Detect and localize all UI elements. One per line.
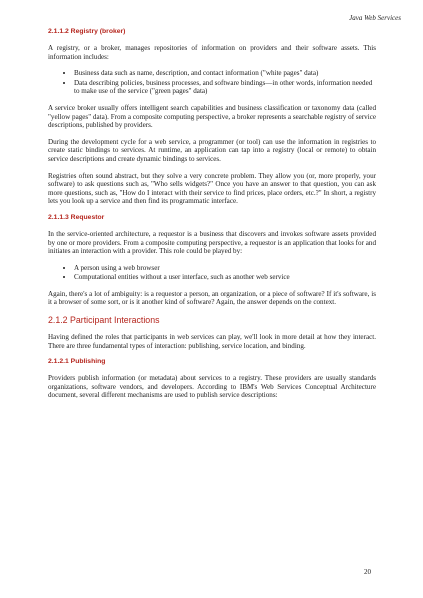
running-head: Java Web Services [349, 14, 401, 22]
list-item: • Computational entities without a user interface, such as another web service [74, 273, 376, 282]
list-item: • Data describing policies, business processes, and software bindings—in other words, information needed to make use of the service ("green pages" data) [74, 79, 376, 96]
list-item: • Business data such as name, description, and contact information ("white pages" data) [74, 69, 376, 78]
paragraph: Having defined the roles that participants in web services can play, we'll look in more detail at how they interact. There are three fundamental types of interaction: publishing, service location, and binding. [48, 333, 376, 350]
paragraph: A service broker usually offers intelligent search capabilities and business classification or taxonomy data (called "yellow pages" data). From a composite computing perspective, a broker represents a searchable registry of service descriptions, published by providers. [48, 103, 376, 130]
section-heading-registry: 2.1.1.2 Registry (broker) [48, 28, 126, 35]
page-number: 20 [364, 568, 371, 576]
list-item: • A person using a web browser [74, 264, 376, 273]
paragraph: Registries often sound abstract, but they solve a very concrete problem. They allow you (or, more properly, your software) to ask questions such as, "Who sells widgets?" Once you have an answer to that question, you can ask more questions, such as, "How do I interact with their service to find prices, place orders, etc.?" In short, a registry lets you look up a service and then find its programmatic interface. [48, 171, 376, 206]
section-heading-interactions: 2.1.2 Participant Interactions [48, 315, 160, 326]
paragraph: A registry, or a broker, manages repositories of information on providers and their software assets. This information includes: [48, 44, 376, 61]
page-body [48, 28, 376, 408]
paragraph: In the service-oriented architecture, a requestor is a business that discovers and invokes software assets provided by one or more providers. From a composite computing perspective, a requestor is an application that looks for and initiates an interaction with a provider. This role could be played by: [48, 229, 376, 256]
bullet-list [48, 264, 376, 282]
paragraph: Providers publish information (or metadata) about services to a registry. These providers are usually standards organizations, software vendors, and developers. According to IBM's Web Services Conceptual Architecture document, several different mechanisms are used to publish service descriptions: [48, 374, 376, 400]
section-heading-requestor: 2.1.1.3 Requestor [48, 213, 105, 221]
paragraph: During the development cycle for a web service, a programmer (or tool) can use the information in registries to create static bindings to services. At runtime, an application can tap into a registry (local or remote) to obtain service descriptions and create dynamic bindings to services. [48, 137, 376, 163]
section-heading-publishing: 2.1.2.1 Publishing [48, 358, 106, 366]
paragraph: Again, there's a lot of ambiguity: is a requestor a person, an organization, or a piece of software? If it's software, is it a browser of some sort, or is it another kind of software? Again, the answer depends on the context. [48, 289, 376, 307]
bullet-list [48, 69, 376, 96]
